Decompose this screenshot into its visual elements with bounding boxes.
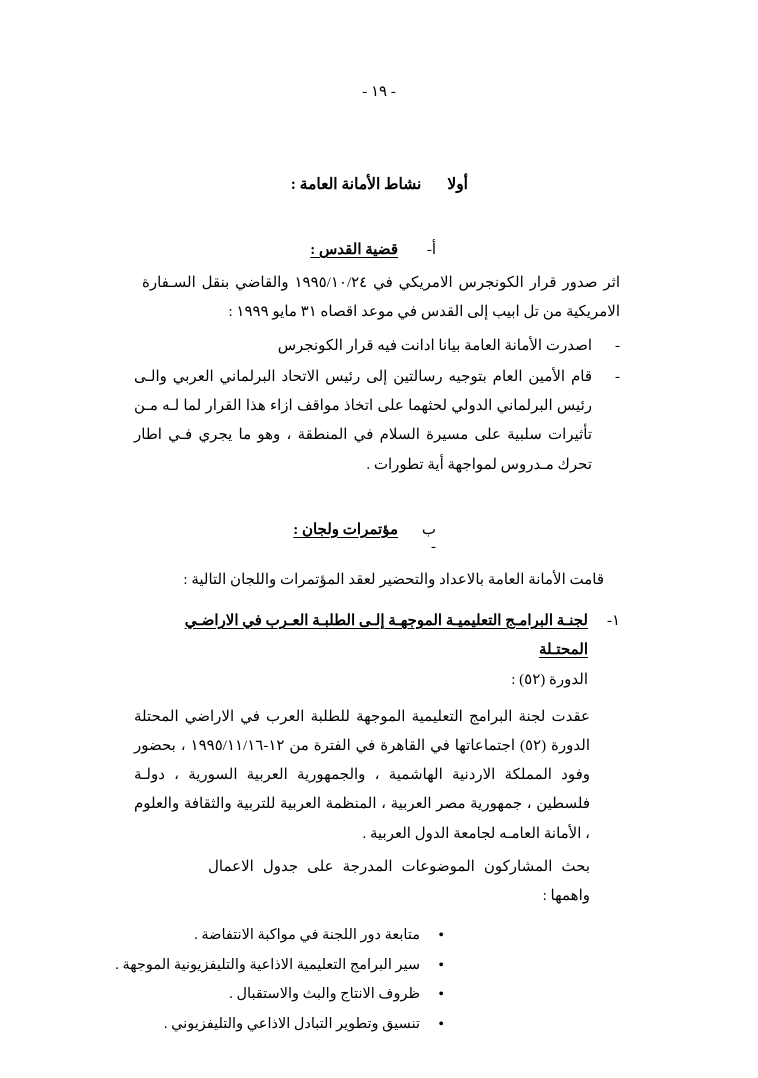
list-item-text: اصدرت الأمانة العامة بيانا ادانت فيه قرار الكونجرس [277, 337, 592, 354]
item-b-marker: ب - [421, 521, 436, 555]
item-b-sub1-paragraph-2: بحث المشاركون الموضوعات المدرجة على جدول الاعمال واهمها : [208, 858, 590, 904]
item-a [88, 240, 666, 480]
item-b [88, 520, 666, 1040]
bullet-icon: • [438, 986, 444, 1004]
document-body [88, 175, 666, 1046]
item-b-sub1-title-line2: الدورة (٥٢) : [511, 672, 588, 688]
list-item [88, 921, 666, 951]
item-b-intro: قامت الأمانة العامة بالاعداد والتحضير لعقد المؤتمرات واللجان التالية : [183, 571, 604, 588]
page-number: - ١٩ - [362, 84, 396, 100]
item-b-header [88, 520, 666, 556]
list-item [88, 1010, 666, 1040]
bullet-icon: • [438, 927, 444, 945]
list-item [88, 332, 666, 361]
list-item [88, 980, 666, 1010]
list-item-text: سير البرامج التعليمية الاذاعية والتليفزيونية الموجهة . [115, 956, 420, 973]
item-b-sub1-number: ١- [606, 613, 620, 629]
item-a-dash-list [88, 332, 666, 480]
list-item-text: ظروف الانتاج والبث والاستقبال . [229, 986, 420, 1003]
dash-marker: - [615, 368, 620, 385]
spacer [88, 599, 666, 607]
item-b-sub1-paragraph-1: عقدت لجنة البرامج التعليمية الموجهة للطلبة العرب في الاراضي المحتلة الدورة (٥٢) اجتماعاتها في القاهرة في الفترة من ١٢-١٩٩٥/١١/١٦ ، بحضور وفود المملكة الاردنية الهاشمية ، والجمهورية العربية السورية ، دولـة فلسطين ، جمهورية مصر العربية ، المنظمة العربية للتربية والثقافة والعلوم ، الأمانة العامـه لجامعة الدول العربية . [134, 708, 590, 842]
list-item-text: متابعة دور اللجنة في مواكبة الانتفاضة . [194, 927, 420, 944]
item-a-marker: أ- [426, 242, 436, 258]
item-b-sub1 [88, 607, 666, 695]
item-b-heading: مؤتمرات ولجان : [293, 521, 398, 538]
list-item [88, 951, 666, 981]
section-spacer [88, 486, 666, 520]
list-item-text: قام الأمين العام بتوجيه رسالتين إلى رئيس الاتحاد البرلماني العربي والـى رئيس البرلماني الدولي لحثهما على اتخاذ مواقف ازاء هذا القرار لما لـه مـن تأثيرات سلبية على مسيرة السلام في المنطقة ، وهو ما يجري فـي اطار تحرك مـدروس لمواجهة أية تطورات . [134, 368, 592, 473]
item-a-heading: قضية القدس : [310, 242, 398, 258]
section-label: نشاط الأمانة العامة : [290, 176, 422, 193]
section-marker: أولا [447, 176, 468, 193]
item-b-sub1-title-line1: لجنـة البرامـج التعليميـة الموجهـة إلـى الطلبـة العـرب في الاراضـي المحتـلة [184, 613, 588, 658]
item-b-sub1-bullets [88, 921, 666, 1039]
list-item [88, 363, 666, 480]
spacer [88, 695, 666, 703]
bullet-icon: • [438, 1016, 444, 1034]
dash-marker: - [615, 337, 620, 354]
item-a-header [88, 240, 666, 259]
item-a-paragraph: اثر صدور قرار الكونجرس الامريكي في ١٩٩٥/١٠/٢٤ والقاضي بنقل السـفارة الامريكية من تل ابيب إلى القدس في موعد اقصاه ٣١ مايو ١٩٩٩ : [142, 275, 620, 321]
section-heading [88, 175, 666, 194]
item-b-sub1-title [140, 607, 588, 695]
list-item-text: تنسيق وتطوير التبادل الاذاعي والتليفزيوني . [163, 1016, 420, 1033]
bullet-icon: • [438, 956, 444, 974]
